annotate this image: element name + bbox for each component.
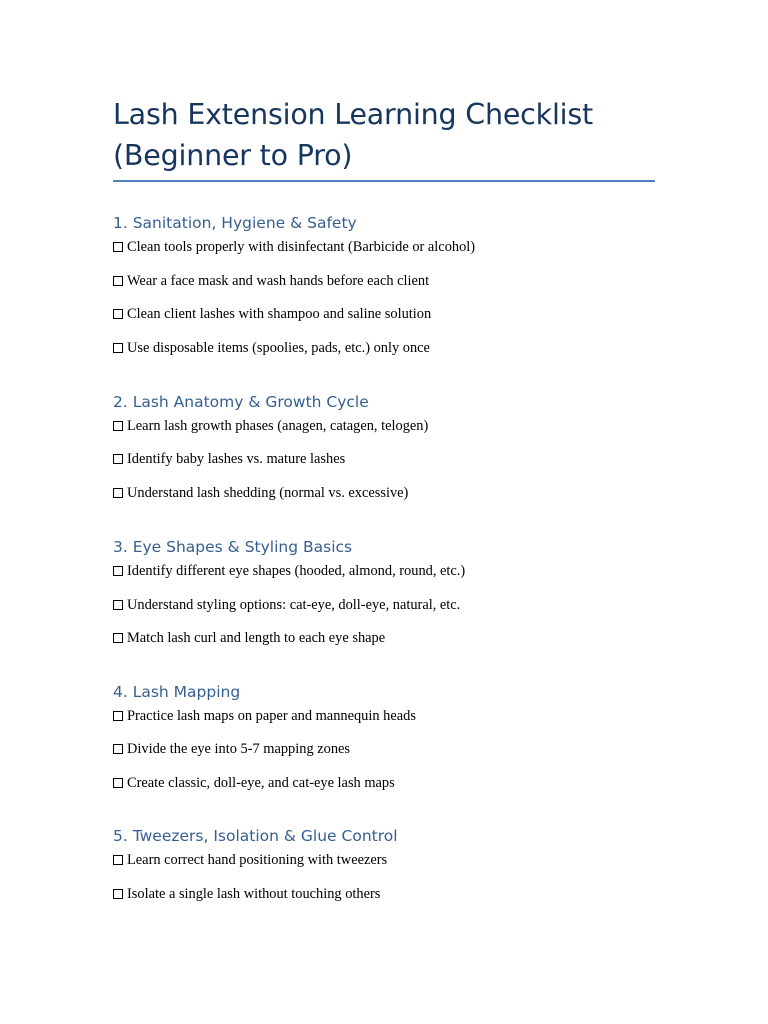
checklist-item-text: Isolate a single lash without touching others [127,886,381,902]
checklist-item [113,773,395,793]
checklist-item-text: Divide the eye into 5-7 mapping zones [127,741,350,757]
empty-checkbox-icon [113,454,123,464]
checklist-item-text: Use disposable items (spoolies, pads, etc.) only once [127,340,430,356]
checklist-item [113,628,385,648]
checklist-item [113,595,460,615]
checklist-item [113,884,380,904]
empty-checkbox-icon [113,309,123,319]
empty-checkbox-icon [113,889,123,899]
checklist-item [113,706,416,726]
checklist-item-text: Learn lash growth phases (anagen, catagen, telogen) [127,418,429,434]
section-heading-eye-shapes: 3. Eye Shapes & Styling Basics [113,538,353,556]
checklist-item-text: Wear a face mask and wash hands before each client [127,273,430,289]
empty-checkbox-icon [113,711,123,721]
empty-checkbox-icon [113,488,123,498]
checklist-item [113,271,429,291]
section-heading-tweezers: 5. Tweezers, Isolation & Glue Control [113,827,398,845]
empty-checkbox-icon [113,343,123,353]
checklist-item-text: Create classic, doll-eye, and cat-eye lash maps [127,775,395,791]
empty-checkbox-icon [113,566,123,576]
empty-checkbox-icon [113,421,123,431]
checklist-item-text: Clean client lashes with shampoo and saline solution [127,306,432,322]
checklist-item-text: Identify baby lashes vs. mature lashes [127,451,346,467]
checklist-item [113,850,387,870]
checklist-item [113,237,475,257]
checklist-item-text: Identify different eye shapes (hooded, almond, round, etc.) [127,563,466,579]
section-heading-lash-mapping: 4. Lash Mapping [113,683,241,701]
checklist-item [113,338,430,358]
empty-checkbox-icon [113,744,123,754]
checklist-item [113,449,345,469]
checklist-item-text: Learn correct hand positioning with tweezers [127,852,388,868]
checklist-item [113,739,350,759]
empty-checkbox-icon [113,242,123,252]
section-heading-lash-anatomy: 2. Lash Anatomy & Growth Cycle [113,393,369,411]
checklist-item-text: Understand lash shedding (normal vs. excessive) [127,485,409,501]
checklist-item [113,561,465,581]
section-heading-sanitation: 1. Sanitation, Hygiene & Safety [113,214,357,232]
checklist-item-text: Match lash curl and length to each eye shape [127,630,386,646]
document-title: Lash Extension Learning Checklist (Beginner to Pro) [113,98,594,172]
empty-checkbox-icon [113,633,123,643]
checklist-item [113,304,431,324]
checklist-item [113,416,428,436]
checklist-item [113,483,408,503]
empty-checkbox-icon [113,276,123,286]
empty-checkbox-icon [113,600,123,610]
checklist-item-text: Practice lash maps on paper and mannequin heads [127,708,416,724]
checklist-item-text: Clean tools properly with disinfectant (Barbicide or alcohol) [127,239,476,255]
checklist-item-text: Understand styling options: cat-eye, doll-eye, natural, etc. [127,597,461,613]
title-underline [113,180,655,182]
empty-checkbox-icon [113,855,123,865]
empty-checkbox-icon [113,778,123,788]
